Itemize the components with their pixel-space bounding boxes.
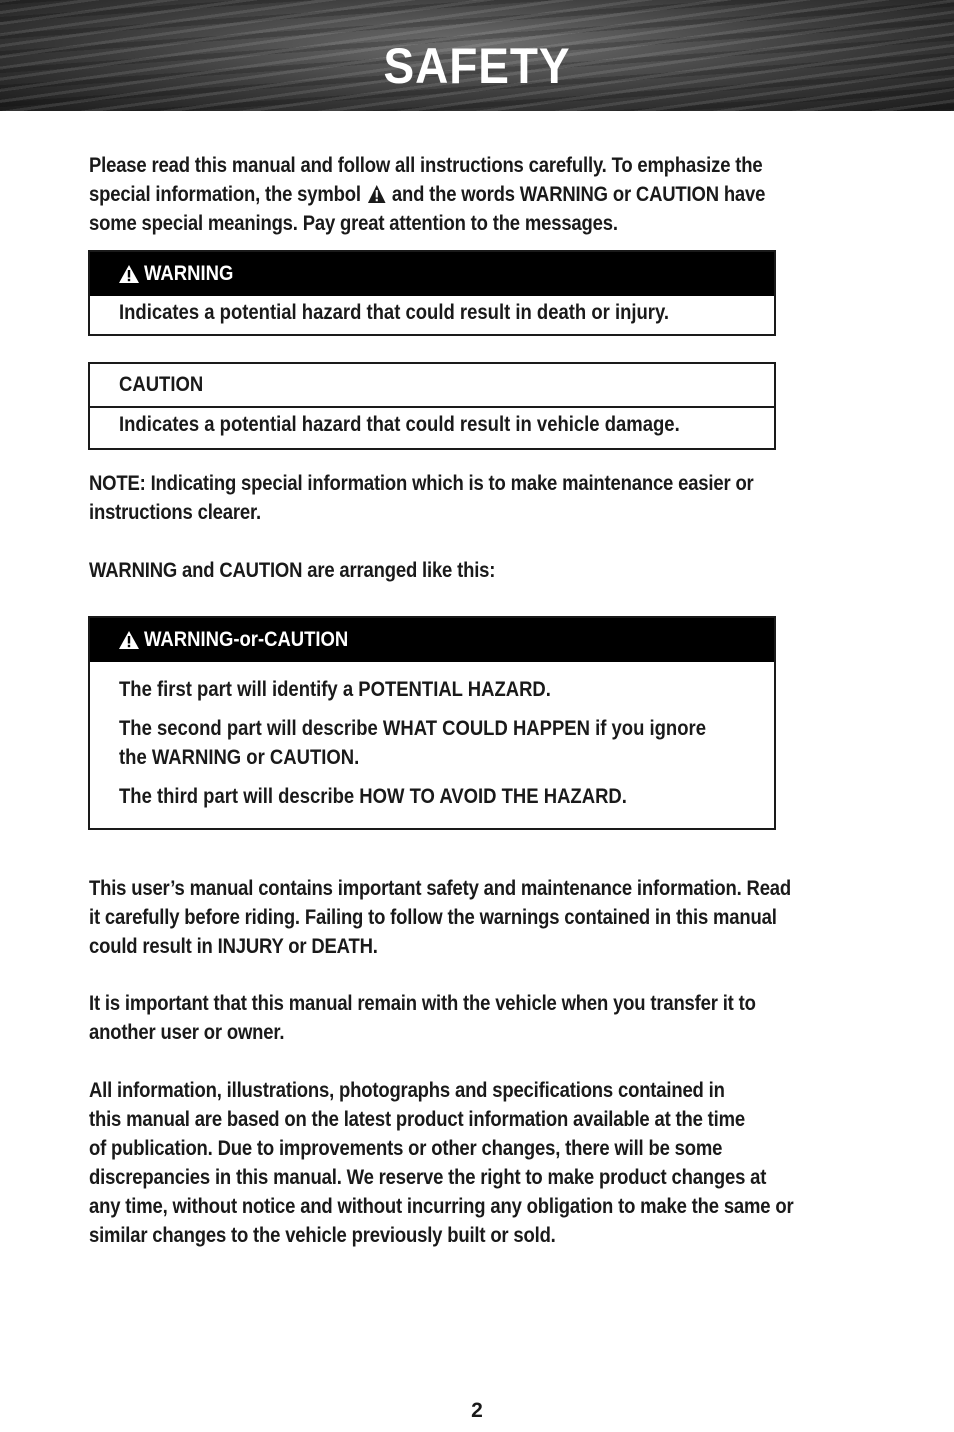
example-label: WARNING-or-CAUTION [144,628,349,651]
intro-line-2-before: special information, the symbol [89,183,361,206]
arranged-text: WARNING and CAUTION are arranged like this: [89,559,496,582]
disclaimer-line-2: this manual are based on the latest product information available at the time [89,1108,745,1131]
arranged-paragraph [89,556,775,585]
example-item-1: The first part will identify a POTENTIAL HAZARD. [119,678,551,701]
warning-triangle-icon [119,631,139,649]
caution-label: CAUTION [119,373,204,396]
note-paragraph [89,469,775,527]
manual-info-paragraph [89,874,792,961]
page-number: 2 [471,1399,483,1422]
example-item-2-line-1: The second part will describe WHAT COULD HAPPEN if you ignore [119,717,706,740]
transfer-line-1: It is important that this manual remain with the vehicle when you transfer it to [89,992,756,1015]
intro-line-2-after: and the words WARNING or CAUTION have [391,183,766,206]
disclaimer-line-6: similar changes to the vehicle previously built or sold. [89,1224,556,1247]
note-line-1: NOTE: Indicating special information which is to make maintenance easier or [89,472,754,495]
intro-line-1: Please read this manual and follow all instructions carefully. To emphasize the [89,154,763,177]
transfer-line-2: another user or owner. [89,1021,285,1044]
intro-paragraph [89,151,775,238]
warning-triangle-icon [368,185,386,203]
disclaimer-line-4: discrepancies in this manual. We reserve the right to make product changes at [89,1166,767,1189]
transfer-paragraph [89,989,775,1047]
warning-box-header [90,252,774,296]
warning-box [88,250,776,336]
disclaimer-line-1: All information, illustrations, photographs and specifications contained in [89,1079,725,1102]
example-item-3: The third part will describe HOW TO AVOID THE HAZARD. [119,785,627,808]
caution-box [88,362,776,450]
example-item-2-line-2: the WARNING or CAUTION. [119,746,360,769]
example-box-header [90,618,774,662]
header-banner [0,0,954,111]
warning-box-body [90,296,774,327]
caution-description: Indicates a potential hazard that could result in vehicle damage. [119,413,680,436]
example-box-body [90,662,774,811]
warning-label: WARNING [144,262,234,285]
note-line-2: instructions clearer. [89,501,261,524]
intro-line-2 [89,180,775,209]
page-title: SAFETY [383,38,571,94]
example-box [88,616,776,830]
disclaimer-paragraph [89,1076,794,1250]
intro-line-3: some special meanings. Pay great attention to the messages. [89,212,618,235]
disclaimer-line-3: of publication. Due to improvements or other changes, there will be some [89,1137,723,1160]
caution-box-header [90,364,774,408]
warning-description: Indicates a potential hazard that could result in death or injury. [119,301,670,324]
warning-triangle-icon [119,265,139,283]
manual-info-line-1: This user’s manual contains important safety and maintenance information. Read [89,877,792,900]
manual-info-line-2: it carefully before riding. Failing to follow the warnings contained in this manual [89,906,777,929]
manual-info-line-3: could result in INJURY or DEATH. [89,935,378,958]
disclaimer-line-5: any time, without notice and without incurring any obligation to make the same or [89,1195,794,1218]
caution-box-body [90,408,774,439]
